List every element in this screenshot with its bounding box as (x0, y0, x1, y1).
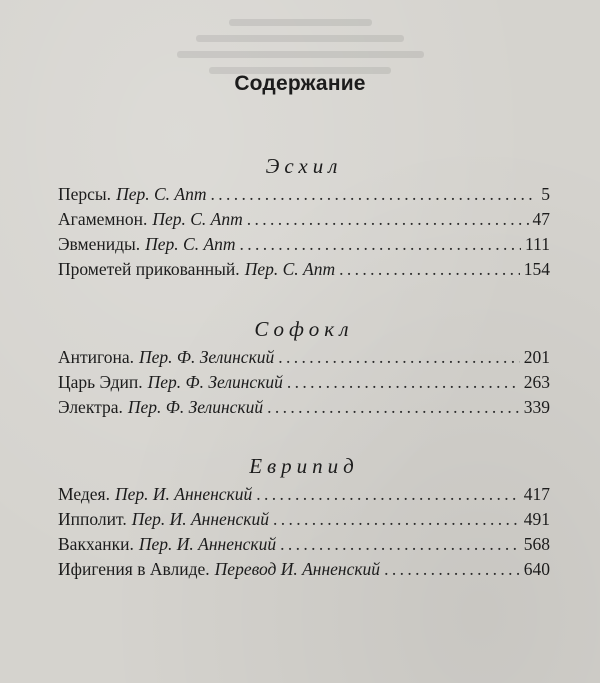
entry-page: 111 (525, 234, 550, 254)
entry-page: 47 (532, 209, 550, 229)
bleed-through-text (170, 10, 430, 70)
section-author: Эсхил (265, 154, 343, 178)
entry-translator: Пер. С. Апт (152, 209, 243, 229)
dot-leader (267, 395, 520, 420)
entry-title: Медея. (58, 484, 110, 504)
dot-leader (256, 482, 520, 507)
dot-leader (240, 232, 522, 257)
dot-leader (247, 207, 529, 232)
entry-title: Агамемнон. (58, 209, 148, 229)
entry-page: 339 (523, 397, 550, 417)
entry-translator: Пер. С. Апт (244, 259, 336, 279)
entry-title: Ипполит. (58, 509, 127, 529)
section-author: Еврипид (249, 454, 359, 478)
toc-entry[interactable] (58, 507, 550, 532)
toc-entry[interactable] (58, 207, 550, 232)
entry-title: Персы. (58, 184, 112, 204)
section-sophocles (58, 313, 550, 420)
entry-title: Антигона. (58, 347, 135, 367)
toc-entry[interactable] (58, 395, 550, 420)
entry-translator: Пер. И. Анненский (138, 534, 277, 554)
toc-entry[interactable] (58, 232, 550, 257)
section-aeschylus (58, 150, 550, 282)
entry-page: 640 (523, 559, 550, 579)
dot-leader (339, 257, 520, 282)
dot-leader (280, 532, 520, 557)
entry-translator: Пер. С. Апт (116, 184, 207, 204)
entry-page: 154 (523, 259, 550, 279)
entry-title: Ифигения в Авлиде. (58, 559, 210, 579)
section-euripides (58, 450, 550, 582)
dot-leader (287, 370, 520, 395)
entry-title: Эвмениды. (58, 234, 141, 254)
entry-translator: Пер. Ф. Зелинский (147, 372, 283, 392)
entry-title: Царь Эдип. (58, 372, 143, 392)
entry-page: 417 (523, 484, 550, 504)
entry-page: 5 (541, 184, 550, 204)
entry-page: 263 (523, 372, 550, 392)
entry-translator: Пер. И. Анненский (114, 484, 253, 504)
entry-translator: Пер. Ф. Зелинский (127, 397, 264, 417)
dot-leader (273, 507, 520, 532)
dot-leader (384, 557, 520, 582)
entry-title: Электра. (58, 397, 123, 417)
toc-entry[interactable] (58, 482, 550, 507)
section-author: Софокл (254, 317, 354, 341)
entry-translator: Пер. И. Анненский (131, 509, 269, 529)
toc-title: Содержание (234, 72, 366, 95)
entry-translator: Пер. С. Апт (145, 234, 236, 254)
entry-page: 201 (523, 347, 550, 367)
entry-page: 568 (523, 534, 550, 554)
entry-title: Прометей прикованный. (58, 259, 240, 279)
dot-leader (278, 345, 519, 370)
entry-page: 491 (523, 509, 550, 529)
toc-entry[interactable] (58, 257, 550, 282)
entry-translator: Перевод И. Анненский (214, 559, 381, 579)
dot-leader (210, 182, 537, 207)
toc-entry[interactable] (58, 532, 550, 557)
entry-title: Вакханки. (58, 534, 134, 554)
toc-entry[interactable] (58, 345, 550, 370)
toc-entry[interactable] (58, 182, 550, 207)
toc-entry[interactable] (58, 370, 550, 395)
toc-entry[interactable] (58, 557, 550, 582)
entry-translator: Пер. Ф. Зелинский (139, 347, 275, 367)
